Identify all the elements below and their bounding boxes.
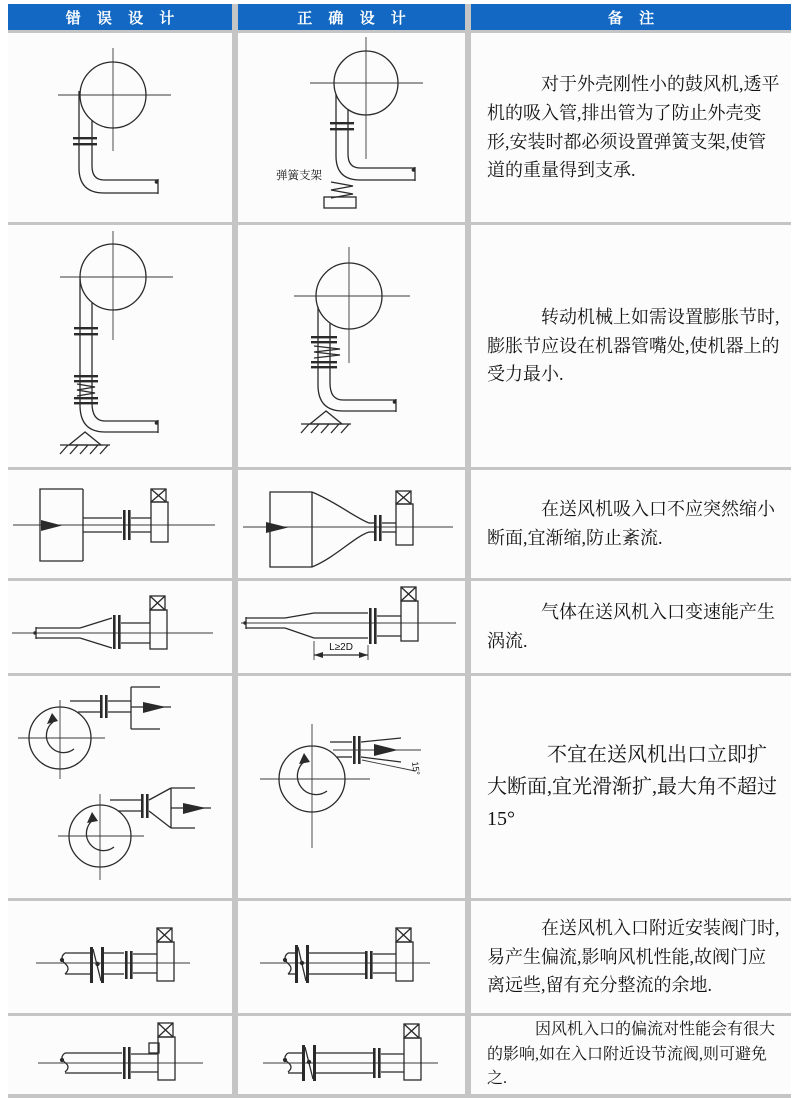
cell-r4-correct [238,581,465,673]
cell-r5-wrong [8,676,232,898]
cell-r4-remark [471,581,791,673]
spring-support-label: 弹簧支架 [276,170,322,182]
diagram-r4-wrong-expansion-at-inlet [8,581,232,673]
header-error-design: 错 误 设 计 [8,4,232,30]
fan-side-icon [157,928,174,981]
diagram-r1-correct-blower-spring-support [238,33,465,222]
fan-front-icon [310,37,423,159]
flow-arrow-icon [183,803,206,814]
remark-text: 因风机入口的偏流对性能会有很大的影响,如在入口附近设节流阀,则可避免之. [487,1020,776,1088]
fan-side-icon [396,491,413,545]
ground-support-icon [301,411,351,433]
cell-r5-remark [471,676,791,898]
fan-front-icon [58,48,171,151]
ground-support-icon [60,432,110,454]
header-correct-design: 正 确 设 计 [238,4,465,30]
diagram-r6-correct-valve-far-from-fan [238,901,465,1013]
cell-r5-correct [238,676,465,898]
fan-side-icon [150,596,167,649]
fan-front-icon [60,231,173,340]
pipe-break-icon [60,1053,68,1072]
cell-r6-remark [471,901,791,1013]
remark-text: 在送风机吸入口不应突然缩小断面,宜渐缩,防止紊流. [487,499,775,548]
pipe-icon [243,613,401,638]
remark-text: 气体在送风机入口变速能产生涡流. [487,602,775,651]
fan-side-icon [401,587,418,641]
flange-icon [113,615,121,649]
cell-r2-wrong [8,225,232,467]
rotation-arrow-icon [47,713,58,724]
cell-r1-correct [238,33,465,222]
cell-r2-correct [238,225,465,467]
remark-text: 转动机械上如需设置膨胀节时,膨胀节应设在机器管嘴处,使机器上的受力最小. [487,306,780,385]
fan-front-icon-2 [58,794,144,880]
fan-side-icon [404,1024,421,1080]
flange-icon [100,695,108,718]
cell-r3-correct [238,470,465,578]
cell-r7-wrong [8,1016,232,1094]
flange-icon [369,608,377,644]
flange-icon [74,327,98,335]
cell-r1-remark [471,33,791,222]
cell-r7-correct [238,1016,465,1094]
flow-arrow-icon [41,520,62,531]
pipe-icon [80,279,158,433]
cell-r2-remark [471,225,791,467]
angle-annotation [362,760,422,776]
diagram-r1-wrong-blower-no-spring [8,33,232,222]
angle-label: 15° [410,761,422,776]
pipe-icon [79,91,158,194]
diagram-r2-correct-expansion-joint-at-nozzle [238,225,465,467]
remark-text: 在送风机入口附近安装阀门时,易产生偏流,影响风机性能,故阀门应离远些,留有充分整流的余地. [487,917,780,996]
diagram-r5-wrong-sudden-outlet-expansion [8,676,232,898]
diagram-r6-wrong-valve-close-to-fan [8,901,232,1013]
diagram-r4-correct-straight-length-before-inlet [238,581,465,673]
flange-icon [374,515,382,541]
fan-side-icon [158,1023,175,1080]
cell-r3-wrong [8,470,232,578]
fan-front-icon [294,247,410,363]
valve-icon [302,1045,316,1081]
pipe-icon [369,523,396,532]
pipe-icon [336,94,415,181]
pipe-icon-2 [110,788,171,828]
valve-icon [90,947,104,983]
valve-icon [295,945,309,983]
remark-text: 不宜在送风机出口立即扩大断面,宜光滑渐扩,最大角不超过15° [487,744,777,830]
flange-icon [330,122,354,130]
spring-support-icon [324,182,356,208]
diagram-r5-correct-smooth-outlet-expansion [238,676,465,898]
flange-icon [73,137,97,145]
flow-arrow-icon [374,744,398,756]
pipe-break-icon [283,1053,291,1072]
cell-r7-remark [471,1016,791,1094]
cell-r6-wrong [8,901,232,1013]
pipe-break-icon [60,953,68,974]
cell-r6-correct [238,901,465,1013]
expansion-joint-icon [311,336,340,368]
flange-icon-2 [141,794,149,818]
flange-icon [125,951,133,979]
remark-text: 对于外壳刚性小的鼓风机,透平机的吸入管,排出管为了防止外壳变形,安装时都必须设置弹簧支架,使管道的重量得到支承. [487,73,780,181]
dimension-label: L≥2D [329,642,353,653]
flange-icon [365,951,373,979]
rotation-arrow-icon [299,753,310,764]
cell-r4-wrong [8,581,232,673]
design-comparison-table [8,4,791,1098]
duct-icon [270,492,369,567]
rotation-arrow-icon [87,812,98,823]
fan-side-icon [151,489,168,542]
flow-arrow-icon [143,702,166,713]
diagram-r3-correct-gradual-contraction [238,470,465,578]
diagram-r7-correct-throttle-valve-near-inlet [238,1016,465,1094]
cell-r1-wrong [8,33,232,222]
expansion-joint-icon [74,375,98,404]
flow-arrow-icon [266,522,288,533]
pipe-break-icon [283,953,291,974]
header-remark: 备 注 [471,4,791,30]
fan-side-icon [396,928,413,981]
pipe-icon [65,953,157,974]
dimension-icon [314,641,368,660]
diagram-r2-wrong-expansion-joint-low [8,225,232,467]
diagram-r7-wrong-no-throttle-valve [8,1016,232,1094]
diagram-r3-wrong-sudden-contraction [8,470,232,578]
cell-r3-remark [471,470,791,578]
